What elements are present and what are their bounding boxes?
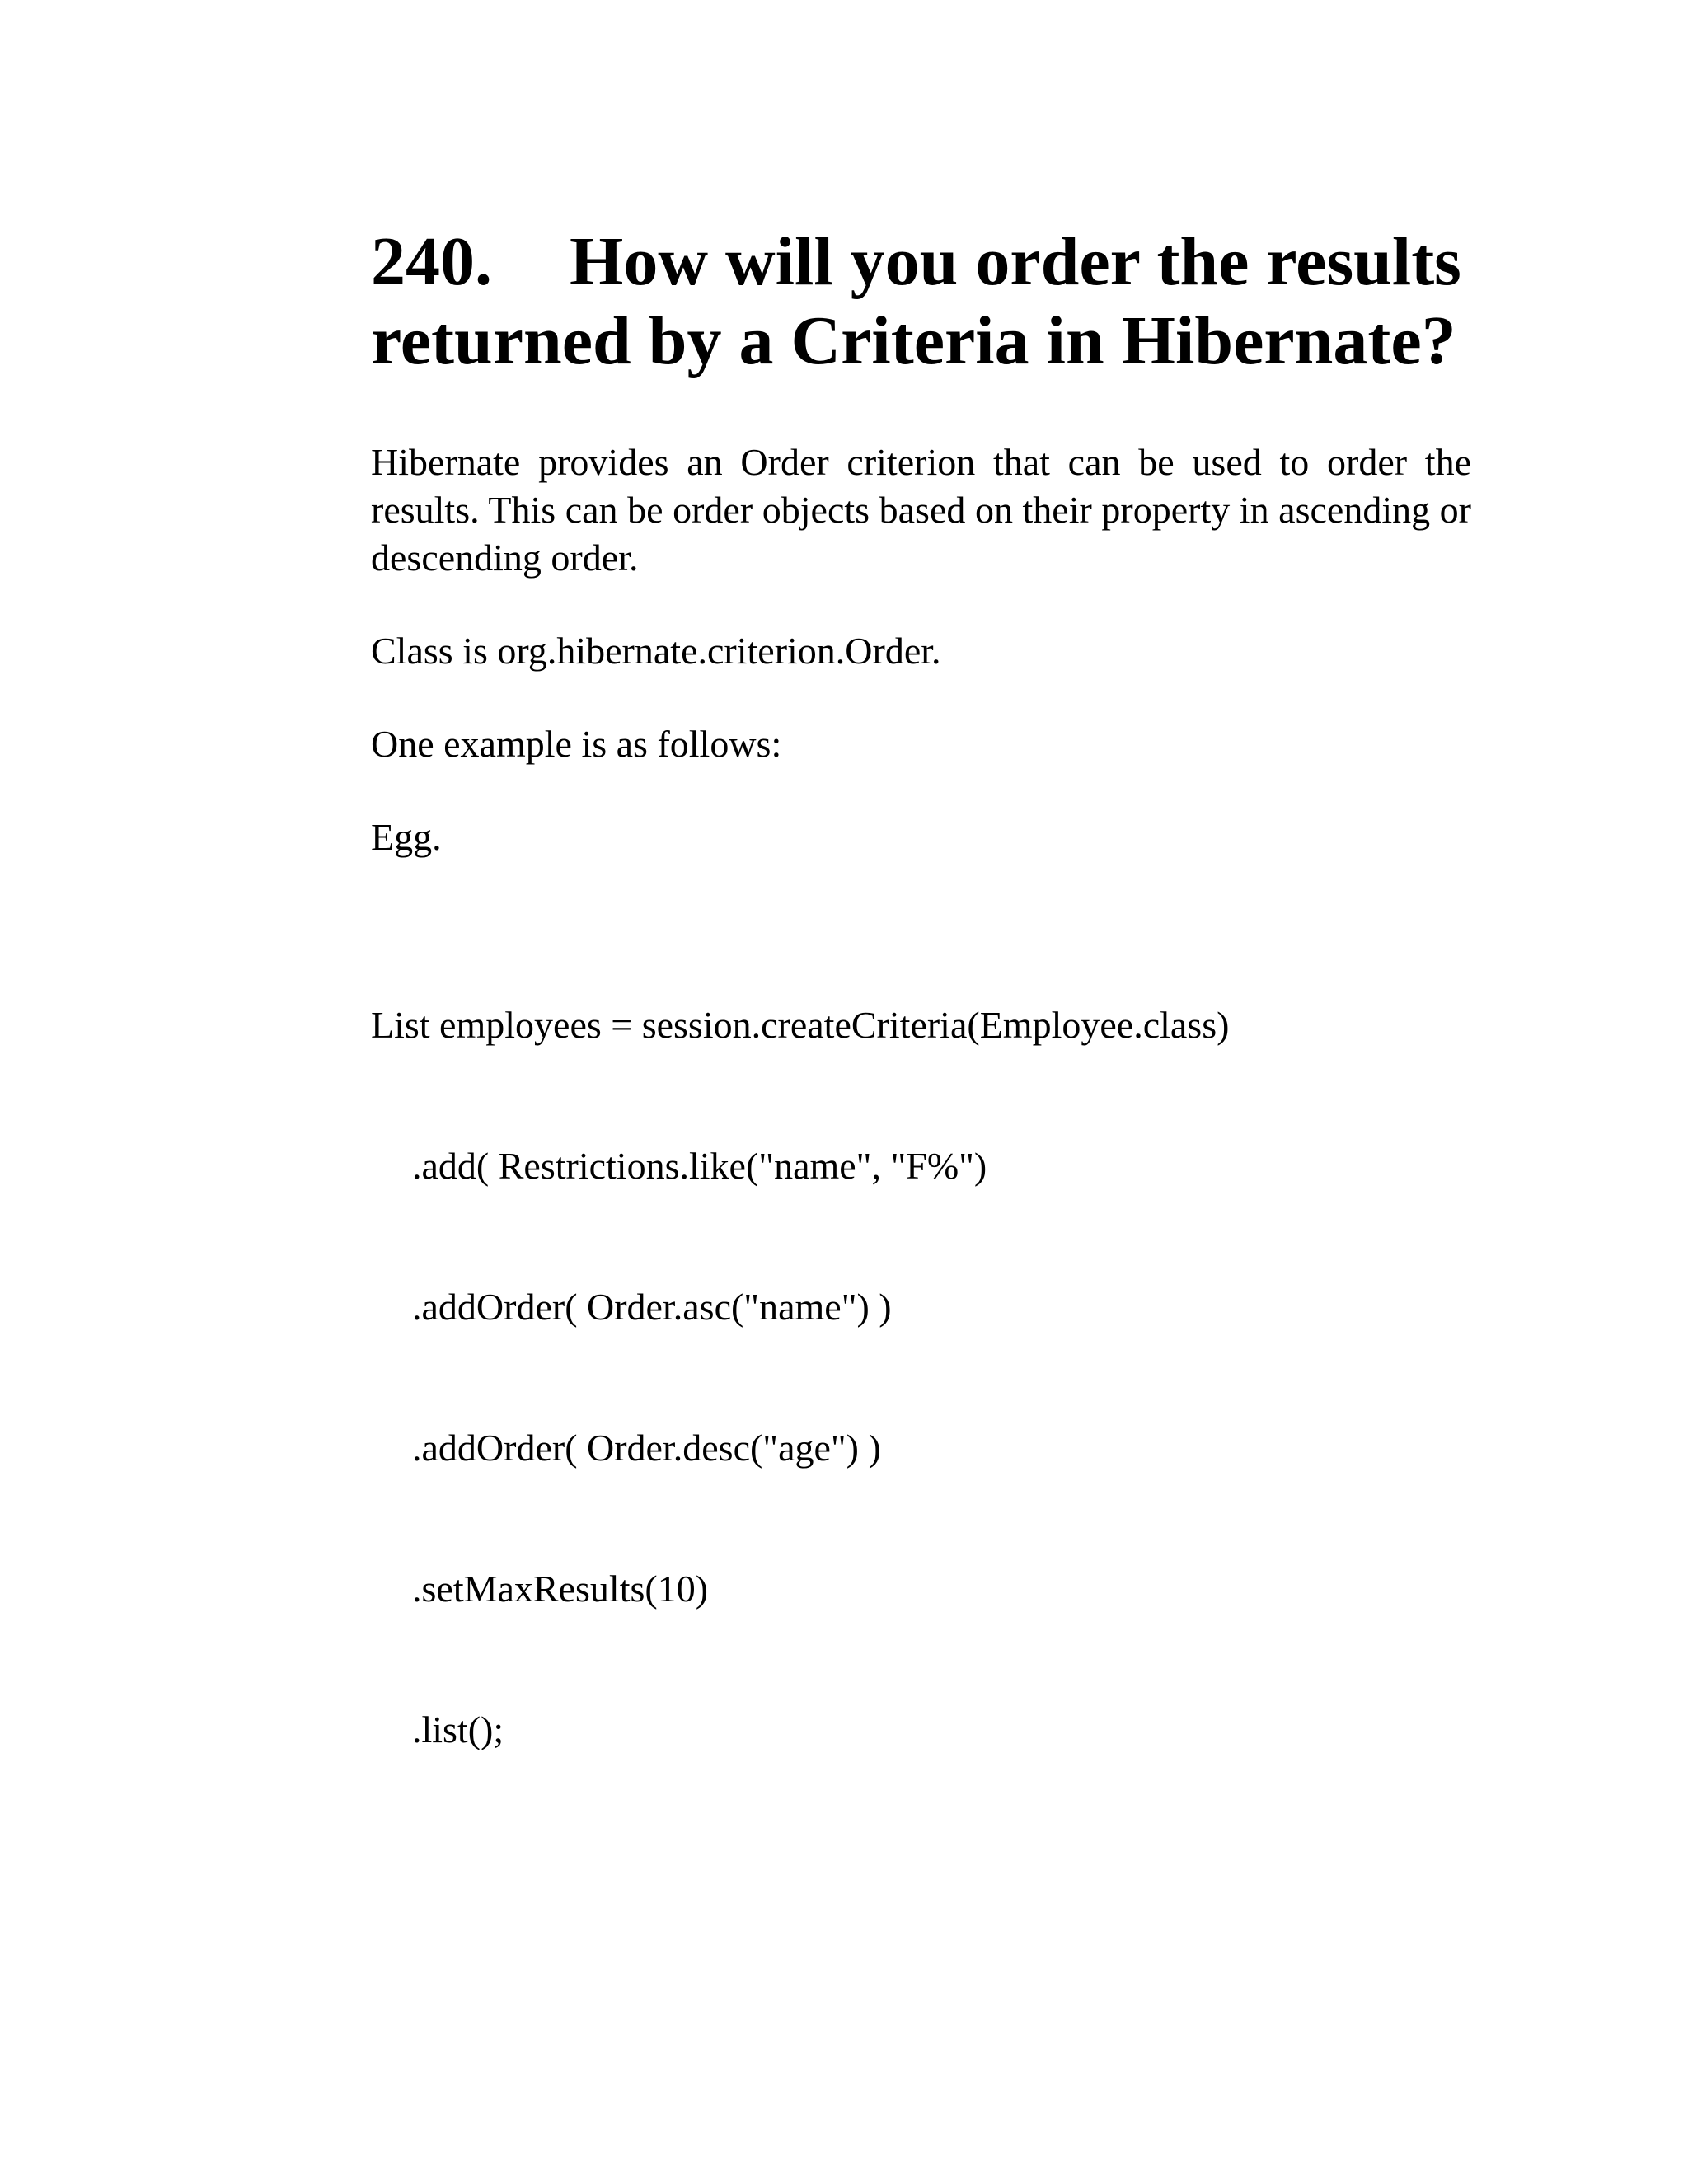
code-line: .list(); xyxy=(412,1708,504,1750)
question-number: 240. xyxy=(371,223,492,300)
intro-paragraph: Hibernate provides an Order criterion that can be used to order the results. This can be order objects based on their property in ascending or descending order. xyxy=(371,441,1471,579)
code-line: .setMaxResults(10) xyxy=(412,1568,709,1610)
heading-text-line-2: returned by a Criteria in Hibernate? xyxy=(371,302,1456,379)
code-line: List employees = session.createCriteria(Employee.class) xyxy=(371,1004,1230,1046)
heading-line-1 xyxy=(371,223,1461,300)
example-paragraph: One example is as follows: xyxy=(371,723,782,765)
heading-text-line-1: How will you order the results xyxy=(570,223,1461,300)
code-line: .addOrder( Order.desc("age") ) xyxy=(412,1427,881,1469)
question-heading xyxy=(371,223,1471,381)
egg-paragraph: Egg. xyxy=(371,816,442,858)
code-block xyxy=(371,907,1471,1847)
document-page xyxy=(371,223,1471,1847)
class-paragraph: Class is org.hibernate.criterion.Order. xyxy=(371,630,941,672)
code-line: .addOrder( Order.asc("name") ) xyxy=(412,1286,892,1328)
code-line: .add( Restrictions.like("name", "F%") xyxy=(412,1145,987,1187)
